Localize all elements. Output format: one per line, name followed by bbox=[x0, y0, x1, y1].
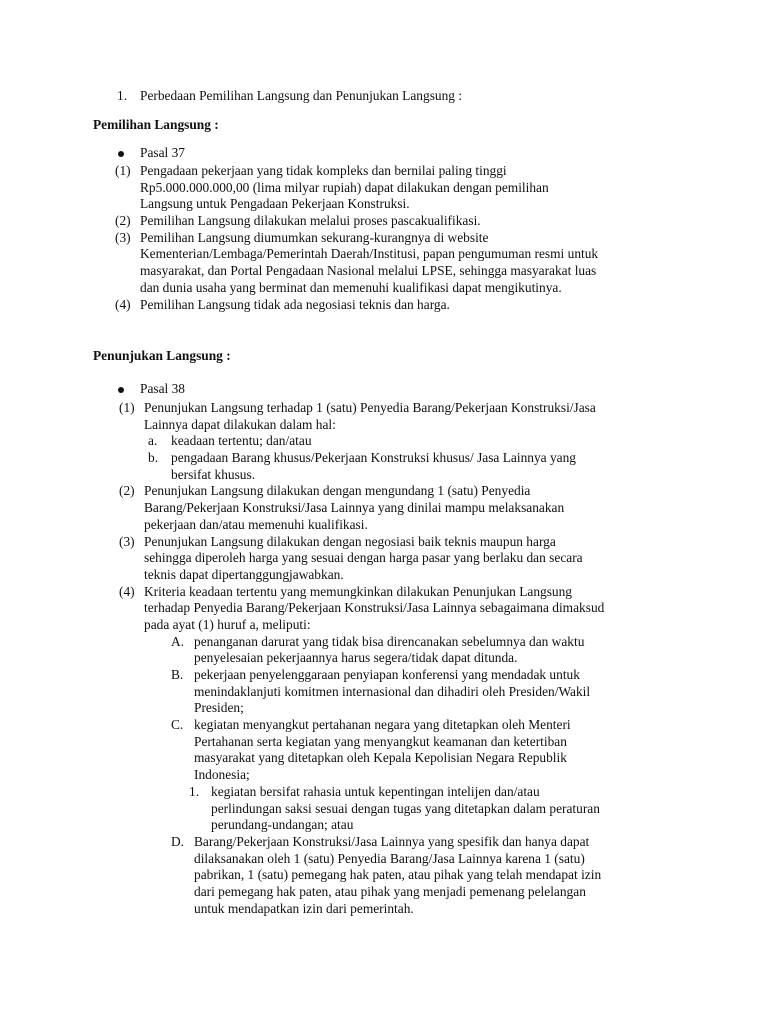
sub-item-text: keadaan tertentu; dan/atau bbox=[171, 433, 312, 449]
penunjukan-item-text: sehingga diperoleh harga yang sesuai dengan harga pasar yang berlaku dan secara bbox=[144, 550, 583, 566]
penunjukan-item-text: Penunjukan Langsung dilakukan dengan mengundang 1 (satu) Penyedia bbox=[144, 483, 531, 499]
criteria-subitem-line bbox=[0, 817, 768, 834]
criteria-item-marker: A. bbox=[171, 633, 185, 649]
criteria-item-text: pekerjaan penyelenggaraan penyiapan konferensi yang mendadak untuk bbox=[194, 667, 580, 682]
pemilihan-title-block bbox=[0, 117, 768, 134]
penunjukan-item-line bbox=[0, 617, 768, 634]
criteria-item-line bbox=[0, 650, 768, 667]
criteria-subitem-line bbox=[0, 784, 768, 801]
pemilihan-item-text: masyarakat, dan Portal Pengadaan Nasional melalui LPSE, sehingga masyarakat luas bbox=[140, 263, 597, 279]
criteria-subitem-line bbox=[0, 801, 768, 818]
penunjukan-item-line bbox=[0, 600, 768, 617]
pemilihan-item-marker: (1) bbox=[115, 163, 131, 178]
penunjukan-item-line bbox=[0, 517, 768, 534]
criteria-item-line bbox=[0, 834, 768, 851]
criteria-item-text: dari pemegang hak paten, atau pihak yang menjadi pemenang pelelangan bbox=[194, 883, 586, 899]
criteria-item-text: penanganan darurat yang tidak bisa direncanakan sebelumnya dan waktu bbox=[194, 633, 585, 649]
penunjukan-item-line bbox=[0, 500, 768, 517]
sub-item-marker: a. bbox=[148, 433, 158, 449]
penunjukan-item-text: teknis dapat dipertanggungjawabkan. bbox=[144, 566, 344, 582]
pemilihan-item-marker: (2) bbox=[115, 213, 131, 229]
penunjukan-title-block bbox=[0, 348, 768, 365]
criteria-item-line bbox=[0, 717, 768, 734]
pasal-38-label: Pasal 38 bbox=[140, 381, 186, 396]
penunjukan-item-text: terhadap Penyedia Barang/Pekerjaan Konstruksi/Jasa Lainnya sebagaimana dimaksud bbox=[144, 600, 605, 616]
criteria-item-line bbox=[0, 684, 768, 701]
criteria-subitem-marker: 1. bbox=[189, 783, 200, 799]
criteria-subitem-text: kegiatan bersifat rahasia untuk kepentingan intelijen dan/atau bbox=[211, 783, 540, 799]
penunjukan-item-marker: (1) bbox=[119, 400, 135, 415]
pemilihan-item-text: Pemilihan Langsung dilakukan melalui proses pascakualifikasi. bbox=[140, 213, 481, 229]
pemilihan-item-text: Langsung untuk Pengadaan Pekerjaan Konstruksi. bbox=[140, 196, 410, 212]
criteria-item-text: Indonesia; bbox=[194, 767, 250, 783]
criteria-item-text: menindaklanjuti komitmen internasional dan dihadiri oleh Presiden/Wakil bbox=[194, 683, 591, 699]
criteria-item-text: untuk mendapatkan izin dari pemerintah. bbox=[194, 900, 414, 916]
pemilihan-item-line bbox=[0, 246, 768, 263]
pemilihan-item-line bbox=[0, 213, 768, 230]
sub-item-text: pengadaan Barang khusus/Pekerjaan Konstruksi khusus/ Jasa Lainnya yang bbox=[171, 450, 576, 466]
penunjukan-item-text: Kriteria keadaan tertentu yang memungkinkan dilakukan Penunjukan Langsung bbox=[144, 583, 573, 599]
pemilihan-item-text: Pemilihan Langsung diumumkan sekurang-kurangnya di website bbox=[140, 229, 489, 245]
criteria-item-text: masyarakat yang ditetapkan oleh Kepala Kepolisian Negara Republik bbox=[194, 750, 567, 766]
criteria-item-line bbox=[0, 767, 768, 784]
sub-item-line bbox=[0, 467, 768, 484]
pemilihan-item-line bbox=[0, 230, 768, 247]
section-title-pemilihan: Pemilihan Langsung : bbox=[93, 117, 219, 132]
penunjukan-item-marker: (3) bbox=[119, 533, 135, 549]
penunjukan-item-text: Penunjukan Langsung dilakukan dengan negosiasi baik teknis maupun harga bbox=[144, 533, 556, 549]
sub-item-line bbox=[0, 450, 768, 467]
heading-marker: 1. bbox=[117, 88, 128, 103]
criteria-item-line bbox=[0, 634, 768, 651]
criteria-item-line bbox=[0, 700, 768, 717]
penunjukan-item-line bbox=[0, 567, 768, 584]
pemilihan-item-text: Rp5.000.000.000,00 (lima milyar rupiah) dapat dilakukan dengan pemilihan bbox=[140, 179, 549, 195]
pemilihan-item-marker: (4) bbox=[115, 296, 131, 312]
penunjukan-item-text: Barang/Pekerjaan Konstruksi/Jasa Lainnya yang dinilai mampu melaksanakan bbox=[144, 500, 565, 516]
penunjukan-items bbox=[0, 400, 768, 917]
criteria-item-line bbox=[0, 734, 768, 751]
pemilihan-item-line bbox=[0, 180, 768, 197]
pemilihan-item-line bbox=[0, 163, 768, 180]
criteria-item-marker: B. bbox=[171, 667, 184, 682]
pemilihan-item-line bbox=[0, 280, 768, 297]
numbered-heading bbox=[0, 88, 768, 105]
pemilihan-item-text: Kementerian/Lembaga/Pemerintah Daerah/Institusi, papan pengumuman resmi untuk bbox=[140, 246, 599, 262]
criteria-item-line bbox=[0, 901, 768, 918]
criteria-item-line bbox=[0, 884, 768, 901]
criteria-item-text: pabrikan, 1 (satu) pemegang hak paten, atau pihak yang telah mendapat izin bbox=[194, 867, 602, 883]
pemilihan-items bbox=[0, 163, 768, 313]
penunjukan-item-line bbox=[0, 417, 768, 434]
bullet-icon bbox=[118, 387, 124, 393]
bullet-icon bbox=[118, 151, 124, 157]
criteria-item-line bbox=[0, 851, 768, 868]
criteria-subitem-text: perundang-undangan; atau bbox=[211, 817, 354, 833]
criteria-item-line bbox=[0, 867, 768, 884]
penunjukan-item-line bbox=[0, 584, 768, 601]
pemilihan-item-line bbox=[0, 297, 768, 314]
sub-item-marker: b. bbox=[148, 450, 159, 466]
criteria-item-text: penyelesaian pekerjaannya harus segera/tidak dapat ditunda. bbox=[194, 650, 518, 666]
criteria-item-text: Pertahanan serta kegiatan yang menyangkut keamanan dan ketertiban bbox=[194, 733, 567, 749]
penunjukan-item-text: pada ayat (1) huruf a, meliputi: bbox=[144, 616, 311, 632]
penunjukan-item-line bbox=[0, 483, 768, 500]
criteria-item-marker: C. bbox=[171, 717, 184, 733]
penunjukan-item-marker: (4) bbox=[119, 583, 135, 599]
criteria-item-text: kegiatan menyangkut pertahanan negara yang ditetapkan oleh Menteri bbox=[194, 717, 571, 733]
pemilihan-item-text: Pemilihan Langsung tidak ada negosiasi teknis dan harga. bbox=[140, 296, 450, 312]
criteria-item-text: Barang/Pekerjaan Konstruksi/Jasa Lainnya yang spesifik dan hanya dapat bbox=[194, 833, 590, 849]
pemilihan-item-line bbox=[0, 263, 768, 280]
pemilihan-item-marker: (3) bbox=[115, 229, 131, 245]
criteria-item-line bbox=[0, 667, 768, 684]
heading-text: Perbedaan Pemilihan Langsung dan Penunjukan Langsung : bbox=[140, 88, 463, 103]
pasal-37-bullet bbox=[0, 145, 768, 162]
penunjukan-item-text: Lainnya dapat dilakukan dalam hal: bbox=[144, 416, 336, 432]
pasal-38-bullet bbox=[0, 381, 768, 398]
sub-item-line bbox=[0, 433, 768, 450]
penunjukan-item-line bbox=[0, 534, 768, 551]
penunjukan-item-line bbox=[0, 400, 768, 417]
penunjukan-item-text: pekerjaan dan/atau memenuhi kualifikasi. bbox=[144, 516, 368, 532]
criteria-item-text: dilaksanakan oleh 1 (satu) Penyedia Barang/Jasa Lainnya karena 1 (satu) bbox=[194, 850, 585, 866]
criteria-item-text: Presiden; bbox=[194, 700, 244, 716]
criteria-item-marker: D. bbox=[171, 833, 185, 849]
criteria-item-line bbox=[0, 750, 768, 767]
sub-item-text: bersifat khusus. bbox=[171, 466, 256, 482]
pemilihan-item-line bbox=[0, 196, 768, 213]
pemilihan-item-text: Pengadaan pekerjaan yang tidak kompleks dan bernilai paling tinggi bbox=[140, 163, 507, 178]
criteria-subitem-text: perlindungan saksi sesuai dengan tugas yang ditetapkan dalam peraturan bbox=[211, 800, 600, 816]
section-title-penunjukan: Penunjukan Langsung : bbox=[93, 348, 231, 363]
pasal-37-label: Pasal 37 bbox=[140, 145, 186, 160]
penunjukan-item-marker: (2) bbox=[119, 483, 135, 499]
penunjukan-item-text: Penunjukan Langsung terhadap 1 (satu) Penyedia Barang/Pekerjaan Konstruksi/Jasa bbox=[144, 400, 596, 415]
pemilihan-item-text: dan dunia usaha yang berminat dan memenuhi kualifikasi dapat mengikutinya. bbox=[140, 279, 562, 295]
penunjukan-item-line bbox=[0, 550, 768, 567]
